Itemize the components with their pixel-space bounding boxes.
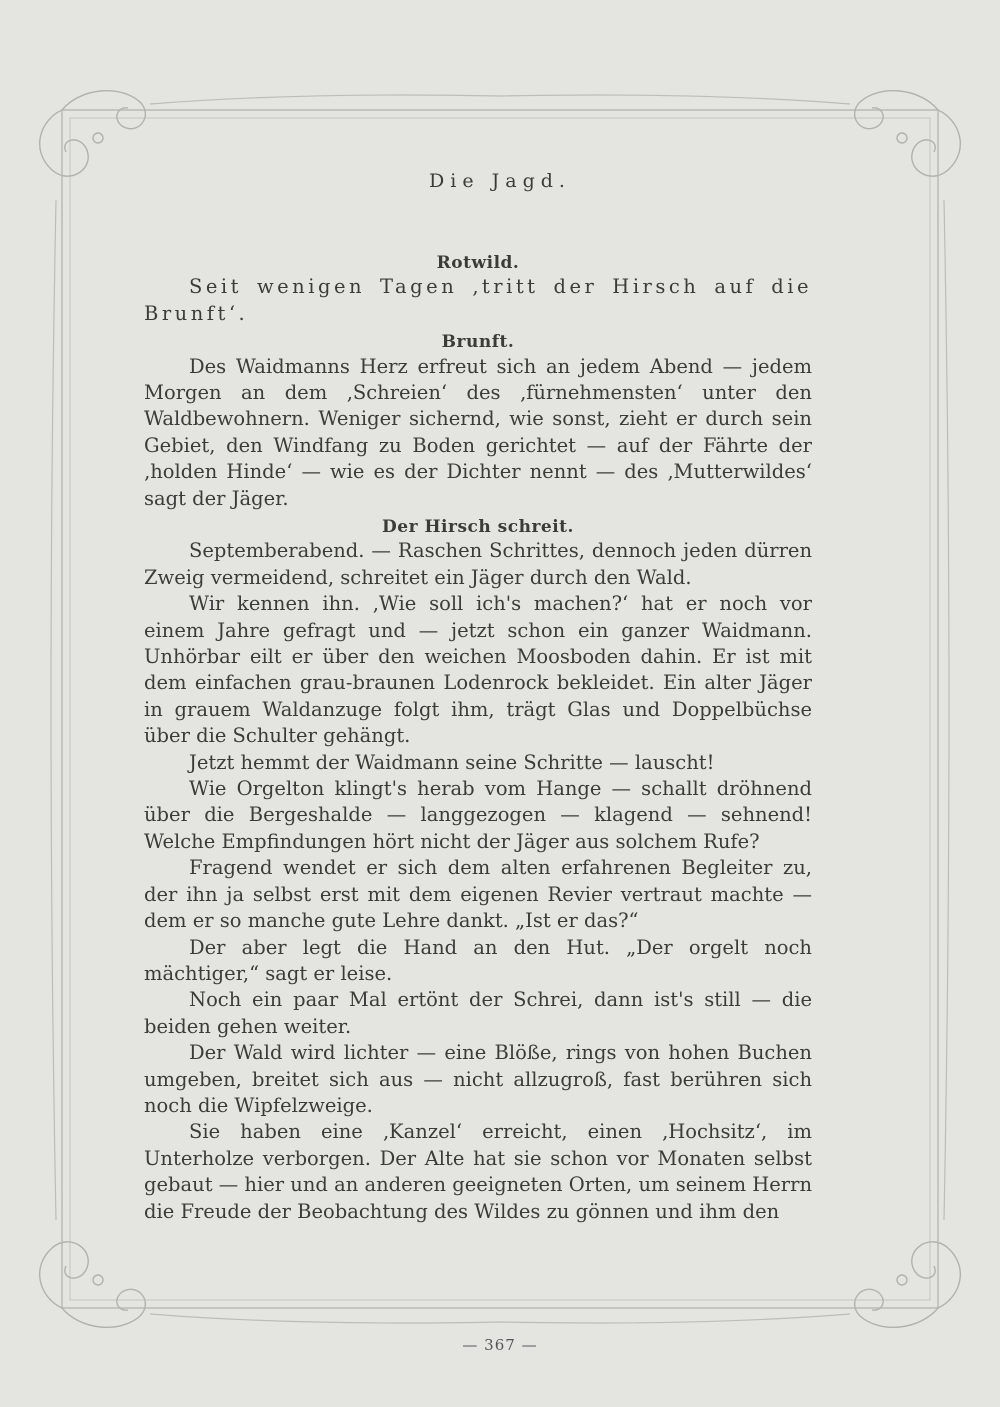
- paragraph: Wie Orgelton klingt's herab vom Hange — schallt dröhnend über die Bergeshalde — langgezogen — klagend — sehnend! Welche Empfindungen hört nicht der Jäger aus solchem Rufe?: [144, 777, 812, 853]
- corner-scroll-top-left-icon: [40, 91, 146, 176]
- paragraph: Des Waidmanns Herz erfreut sich an jedem Abend — jedem Morgen an dem ‚Schreien‘ des ‚fürnehmensten‘ unter den Waldbewohnern. Weniger sichernd, wie sonst, zieht er durch sein Gebiet, den Windfang zu Boden gerichtet — auf der Fährte der ‚holden Hinde‘ — wie es der Dichter nennt — des ‚Mutterwildes‘ sagt der Jäger.: [144, 354, 812, 510]
- body-text: [144, 248, 812, 1225]
- paragraph: Jetzt hemmt der Waidmann seine Schritte — lauscht!: [189, 750, 715, 774]
- corner-scroll-bottom-right-icon: [855, 1242, 961, 1327]
- section-heading: Der Hirsch schreit.: [382, 517, 574, 538]
- paragraph: Noch ein paar Mal ertönt der Schrei, dann ist's still — die beiden gehen weiter.: [144, 988, 812, 1038]
- section-heading: Rotwild.: [436, 253, 520, 273]
- paragraph: Septemberabend. — Raschen Schrittes, dennoch jeden dürren Zweig vermeidend, schreitet ein Jäger durch den Wald.: [144, 539, 812, 589]
- paragraph: Der Wald wird lichter — eine Blöße, rings von hohen Buchen umgeben, breitet sich aus — nicht allzugroß, fast berühren sich noch die Wipfelzweige.: [144, 1041, 812, 1117]
- paragraph: Der aber legt die Hand an den Hut. „Der orgelt noch mächtiger,“ sagt er leise.: [144, 935, 812, 985]
- section-der-hirsch-schreit: [144, 512, 812, 1225]
- paragraph: Wir kennen ihn. ‚Wie soll ich's machen?‘ hat er noch vor einem Jahre gefragt und — jetzt schon ein ganzer Waidmann. Unhörbar eilt er über den weichen Moosboden dahin. Er ist mit dem einfachen grau-braunen Lodenrock bekleidet. Ein alter Jäger in grauem Waldanzuge folgt ihm, trägt Glas und Doppelbüchse über die Schulter gehängt.: [144, 592, 812, 748]
- running-head: Die Jagd.: [429, 170, 571, 192]
- section-brunft: [144, 327, 812, 512]
- paragraph: Sie haben eine ‚Kanzel‘ erreicht, einen ‚Hochsitz‘, im Unterholze verborgen. Der Alte hat sie schon vor Monaten selbst gebaut — hier und an anderen geeigneten Orten, um seinem Herrn die Freude der Beobachtung des Wildes zu gönnen und ihm den: [144, 1120, 813, 1223]
- paragraph: Fragend wendet er sich dem alten erfahrenen Begleiter zu, der ihn ja selbst erst mit dem eigenen Revier vertraut machte — dem er so manche gute Lehre dankt. „Ist er das?“: [144, 856, 812, 933]
- paragraph: Seit wenigen Tagen ‚tritt der Hirsch auf die Brunft‘.: [144, 275, 812, 325]
- section-heading: Brunft.: [441, 332, 515, 353]
- corner-scroll-top-right-icon: [855, 91, 961, 176]
- section-rotwild: [144, 248, 812, 327]
- corner-scroll-bottom-left-icon: [40, 1242, 146, 1327]
- page-number: — 367 —: [462, 1336, 538, 1354]
